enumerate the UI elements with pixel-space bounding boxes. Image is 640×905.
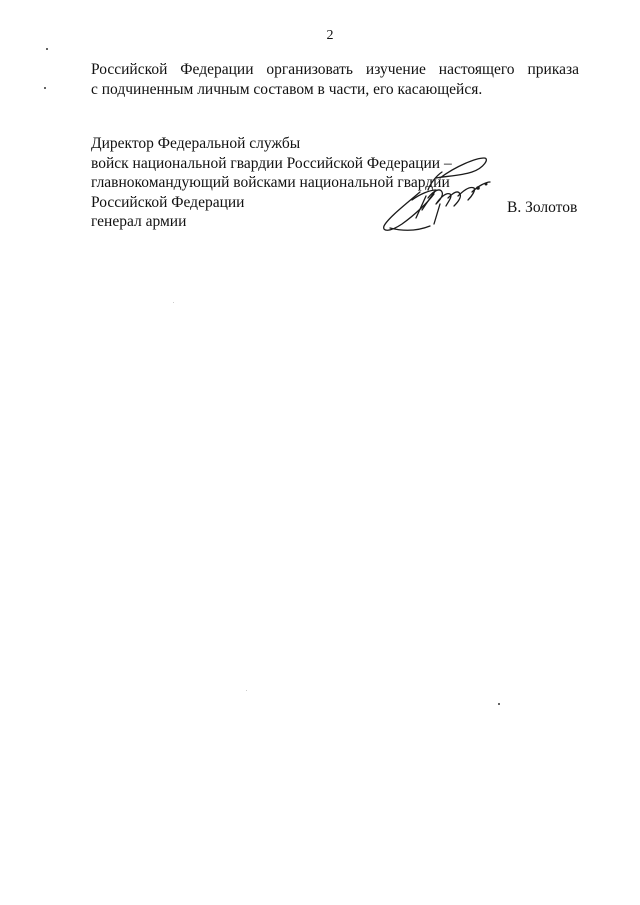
scan-speck [246, 690, 247, 691]
scan-speck [44, 87, 46, 89]
signer-title-line: Директор Федеральной службы [91, 135, 301, 152]
signer-title-line: Российской Федерации [91, 193, 245, 211]
body-line: Российской Федерации организовать изучение настоящего приказа [91, 61, 579, 78]
signer-rank-line: генерал армии [91, 213, 187, 230]
signer-name: В. Золотов [507, 199, 578, 216]
handwritten-signature [376, 148, 496, 236]
page-number: 2 [326, 28, 334, 43]
scan-speck [46, 48, 48, 50]
signer-title-line: войск национальной гвардии Российской Федерации – [91, 154, 452, 172]
scan-speck [498, 703, 500, 705]
scan-speck [173, 302, 174, 303]
body-line: с подчиненным личным составом в части, его касающейся. [91, 81, 483, 98]
body-paragraph [91, 60, 579, 100]
signer-title-line: главнокомандующий войсками национальной гвардии [91, 174, 450, 191]
